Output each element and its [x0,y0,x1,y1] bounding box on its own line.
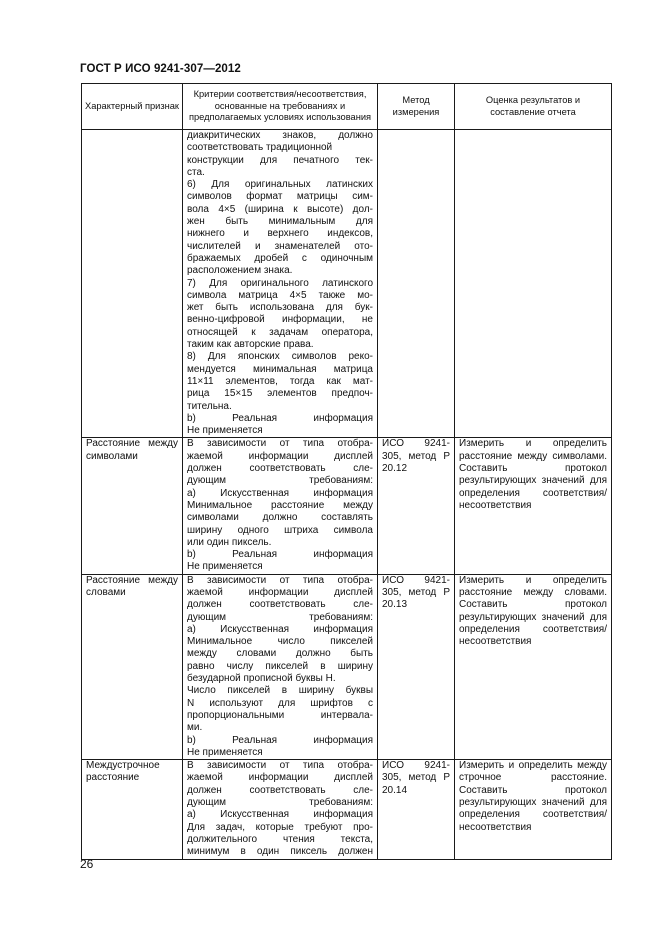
criteria-line: должительного чтения текста, [187,833,373,845]
criteria-line: или один пиксель. [187,536,272,548]
criteria-line: жен быть минимальным для [187,216,373,228]
criteria-line: Минимальное число пикселей [187,636,373,648]
criteria-line: равно числу пикселей в ширину [187,660,373,672]
criteria-line: b) Реальная информация [187,734,373,746]
criteria-line: ширину одного штриха символа [187,524,373,536]
criteria-line: рица 15×15 элементов предпоч- [187,388,373,400]
cell-method [378,130,455,438]
document-header: ГОСТ Р ИСО 9241-307—2012 [80,63,241,75]
cell-feature: Расстояние между символами [82,438,183,574]
criteria-line: жаемой информации дисплей [187,450,373,462]
cell-feature: Расстояние между словами [82,574,183,759]
criteria-line: символов формат матрицы сим- [187,191,373,203]
criteria-line: жет быть использована для бук- [187,302,373,314]
criteria-line: должен соответствовать сле- [187,463,373,475]
criteria-line: венно-цифровой информации, не [187,314,373,326]
criteria-line: 6) Для оригинальных латинских [187,179,373,191]
criteria-line: дующим требованиям: [187,797,373,809]
criteria-line: тительна. [187,400,232,412]
cell-evaluation: Измерить и определить между строчное расстояние. Составить протокол результирующих значений для определения соответствия/несоответствия [455,760,612,859]
criteria-line: ста. [187,166,205,178]
cell-evaluation [455,130,612,438]
criteria-line: пропорциональными интервала- [187,709,373,721]
criteria-line: вола 4×5 (ширина к высоте) дол- [187,203,373,215]
cell-feature: Междустрочное расстояние [82,760,183,859]
cell-method: ИСО 9241-305, метод Р 20.12 [378,438,455,574]
criteria-line: жаемой информации дисплей [187,772,373,784]
criteria-line: Не применяется [187,561,263,573]
criteria-line: таким как авторские права. [187,339,314,351]
table-row [82,438,612,574]
criteria-line: между словами должно быть [187,648,373,660]
requirements-table [81,83,612,860]
criteria-line: должен соответствовать сле- [187,784,373,796]
cell-criteria [183,130,378,438]
criteria-line: а) Искусственная информация [187,623,373,635]
page-number: 26 [80,857,94,871]
criteria-line: 11×11 элементов, тогда как мат- [187,375,373,387]
criteria-line: В зависимости от типа отобра- [187,438,373,450]
cell-evaluation: Измерить и определить расстояние между словами. Составить протокол результирующих значений для определения соответствия/несоответствия [455,574,612,759]
criteria-line: соответствовать традиционной [187,142,333,154]
criteria-line: безударной прописной буквы Н. [187,673,336,685]
table-row [82,760,612,859]
criteria-line: b) Реальная информация [187,549,373,561]
criteria-line: должен соответствовать сле- [187,599,373,611]
cell-criteria [183,760,378,859]
column-header-evaluation: Оценка результатов и составление отчета [455,84,612,130]
criteria-line: В зависимости от типа отобра- [187,760,373,772]
cell-method: ИСО 9421-305, метод Р 20.13 [378,574,455,759]
table-row [82,574,612,759]
criteria-line: Минимальное расстояние между [187,499,373,511]
cell-feature [82,130,183,438]
criteria-line: бражаемых дробей с одиночным [187,252,373,264]
criteria-line: Не применяется [187,746,263,758]
criteria-line: дующим требованиям: [187,475,373,487]
criteria-line: Не применяется [187,425,263,437]
column-header-criteria: Критерии соответствия/несоответствия, основанные на требованиях и предполагаемых условиях использования [183,84,378,130]
criteria-line: нижнего и верхнего индексов, [187,228,373,240]
criteria-line: В зависимости от типа отобра- [187,574,373,586]
column-header-feature: Характерный признак [82,84,183,130]
criteria-line: Для задач, которые требуют про- [187,821,373,833]
column-header-method: Метод измерения [378,84,455,130]
criteria-line: символами должно составлять [187,512,373,524]
criteria-line: конструкции для печатного тек- [187,154,373,166]
criteria-line: числителей и знаменателей ото- [187,240,373,252]
table-header-row [82,84,612,130]
criteria-line: ми. [187,722,203,734]
cell-criteria [183,574,378,759]
table-row [82,130,612,438]
cell-method: ИСО 9241-305, метод Р 20.14 [378,760,455,859]
cell-evaluation: Измерить и определить расстояние между символами. Составить протокол результирующих значений для определения соответствия/несоответствия [455,438,612,574]
criteria-line: дующим требованиям: [187,611,373,623]
criteria-line: мендуется минимальная матрица [187,363,373,375]
criteria-line: N используют для шрифтов с [187,697,373,709]
criteria-line: диакритических знаков, должно [187,130,373,141]
criteria-line: 7) Для оригинального латинского [187,277,373,289]
criteria-line: минимум в один пиксель должен [187,846,373,858]
criteria-line: 8) Для японских символов реко- [187,351,373,363]
criteria-line: жаемой информации дисплей [187,586,373,598]
criteria-line: символа матрица 4×5 также мо- [187,289,373,301]
cell-criteria [183,438,378,574]
criteria-line: относящей к задачам оператора, [187,326,373,338]
criteria-line: b) Реальная информация [187,412,373,424]
criteria-line: расположением знака. [187,265,293,277]
criteria-line: а) Искусственная информация [187,487,373,499]
criteria-line: а) Искусственная информация [187,809,373,821]
criteria-line: Число пикселей в ширину буквы [187,685,373,697]
